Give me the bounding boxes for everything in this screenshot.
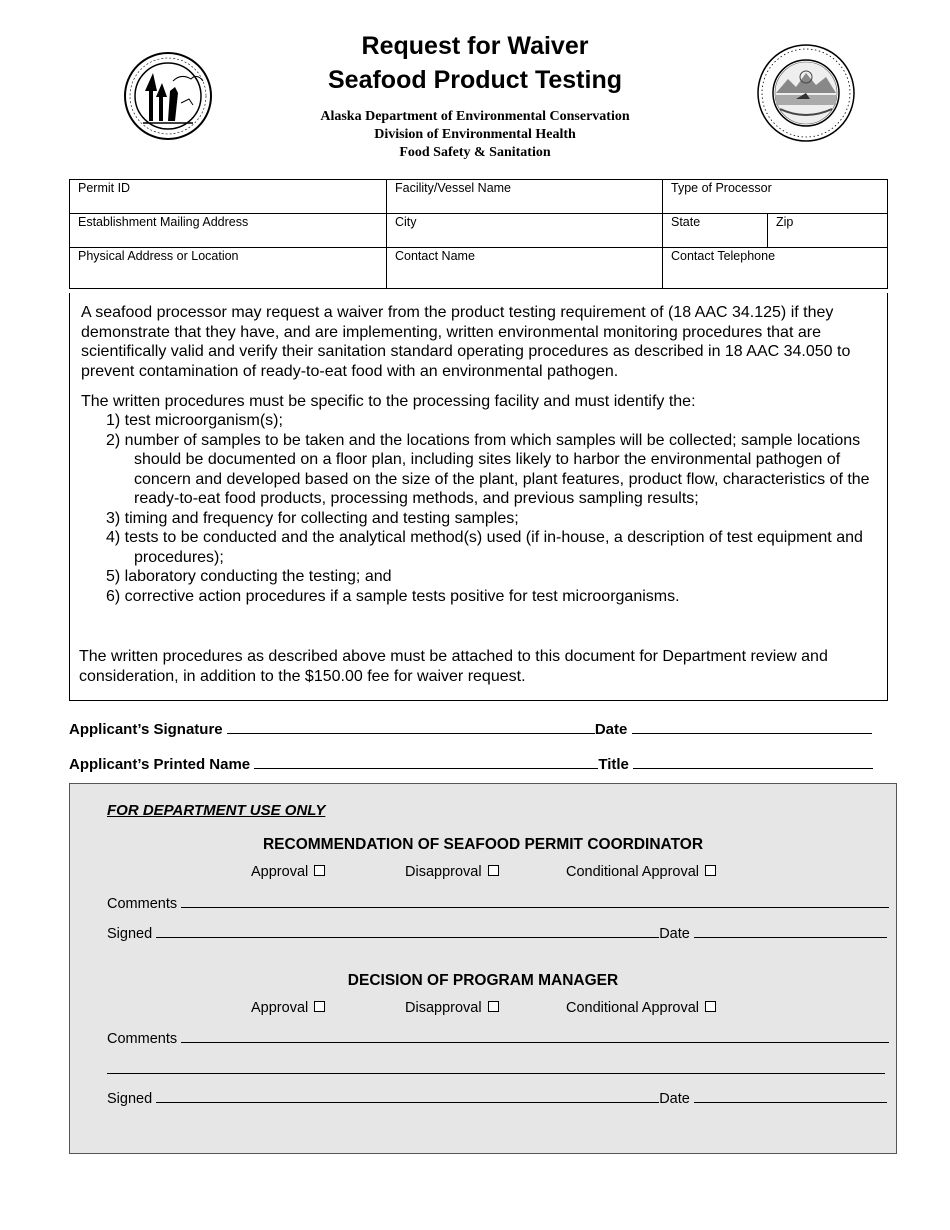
contact-phone-field[interactable] <box>663 248 888 289</box>
closing-paragraph: The written procedures as described above must be attached to this document for Department review and consideration, in addition to the $150.00 fee for waiver request. <box>79 648 828 685</box>
physical-address-label: Physical Address or Location <box>78 249 239 263</box>
date-line[interactable] <box>632 719 872 734</box>
state-label: State <box>671 215 701 229</box>
list-item: 4) tests to be conducted and the analytical method(s) used (if in-house, a description of test equipment and procedures); <box>106 529 863 566</box>
rec-signed-line[interactable] <box>156 924 659 938</box>
dec-disapproval-option[interactable] <box>405 1000 499 1016</box>
dec-comments-line[interactable] <box>181 1029 889 1043</box>
rec-comments-row <box>107 894 889 912</box>
printed-name-line[interactable] <box>254 754 598 769</box>
dec-comments-row <box>107 1029 889 1047</box>
date-label: Date <box>659 1091 690 1107</box>
recommendation-heading: RECOMMENDATION OF SEAFOOD PERMIT COORDINATOR <box>262 836 704 853</box>
list-item: 5) laboratory conducting the testing; and <box>106 568 392 585</box>
dec-comments-line-2[interactable] <box>107 1060 885 1074</box>
rec-signed-row <box>107 924 887 942</box>
permit-id-field[interactable] <box>70 180 387 214</box>
processor-type-label: Type of Processor <box>671 181 772 195</box>
rec-conditional-option[interactable] <box>566 864 716 880</box>
dec-date-line[interactable] <box>694 1089 887 1103</box>
comments-label: Comments <box>107 896 178 912</box>
rec-disapproval-option[interactable] <box>405 864 499 880</box>
date-label: Date <box>594 721 628 738</box>
city-field[interactable] <box>387 214 663 248</box>
form-title-line-2: Seafood Product Testing <box>328 66 622 94</box>
contact-phone-label: Contact Telephone <box>671 249 776 263</box>
department-use-heading: FOR DEPARTMENT USE ONLY <box>107 802 326 819</box>
dec-signed-row <box>107 1089 887 1107</box>
waiver-requirements-box <box>69 293 888 701</box>
agency-name: Alaska Department of Environmental Conservation <box>320 109 630 124</box>
facility-name-field[interactable] <box>387 180 663 214</box>
state-field[interactable] <box>663 214 768 248</box>
signature-label: Applicant’s Signature <box>69 721 223 738</box>
disapproval-label: Disapproval <box>405 864 482 880</box>
list-item: 1) test microorganism(s); <box>106 412 283 429</box>
physical-address-field[interactable] <box>70 248 387 289</box>
contact-name-field[interactable] <box>387 248 663 289</box>
disapproval-label: Disapproval <box>405 1000 482 1016</box>
dec-conditional-option[interactable] <box>566 1000 716 1016</box>
rec-conditional-checkbox[interactable] <box>705 865 716 876</box>
signed-label: Signed <box>107 926 153 942</box>
list-intro: The written procedures must be specific to the processing facility and must identify the: <box>81 393 696 410</box>
contact-name-label: Contact Name <box>395 249 475 263</box>
list-item: 2) number of samples to be taken and the locations from which samples will be collected; sample locations should be documented on a floor plan, including sites likely to harbor the environmental pathogen of concern and developed based on the size of the plant, plant features, product flow, characteristics of the ready-to-eat food products, processing methods, and previous sampling results; <box>106 431 870 507</box>
dec-approval-checkbox[interactable] <box>314 1001 325 1012</box>
rec-approval-checkbox[interactable] <box>314 865 325 876</box>
zip-field[interactable] <box>768 214 888 248</box>
processor-type-field[interactable] <box>663 180 888 214</box>
printed-name-label: Applicant’s Printed Name <box>69 756 251 773</box>
rec-approval-option[interactable] <box>251 864 325 880</box>
rec-date-line[interactable] <box>694 924 887 938</box>
list-item: 3) timing and frequency for collecting and testing samples; <box>106 509 519 527</box>
rec-disapproval-checkbox[interactable] <box>488 865 499 876</box>
list-item: 6) corrective action procedures if a sample tests positive for test microorganisms. <box>106 587 680 605</box>
facility-name-label: Facility/Vessel Name <box>395 181 512 195</box>
dec-approval-option[interactable] <box>251 1000 325 1016</box>
title-line[interactable] <box>633 754 873 769</box>
dec-disapproval-checkbox[interactable] <box>488 1001 499 1012</box>
requirements-list <box>106 411 876 606</box>
conditional-label: Conditional Approval <box>566 864 700 880</box>
intro-paragraph: A seafood processor may request a waiver from the product testing requirement of (18 AAC 34.125) if they demonstrate that they have, and are implementing, written environmental monitoring procedures that are scientifically valid and verify their sanitation standard operating procedures as described in 18 AAC 34.050 to prevent contamination of ready-to-eat food with an environmental pathogen. <box>81 304 851 380</box>
applicant-printed-name-row <box>69 754 889 773</box>
signed-label: Signed <box>107 1091 153 1107</box>
mailing-address-label: Establishment Mailing Address <box>78 215 249 229</box>
program-name: Food Safety & Sanitation <box>399 145 551 160</box>
mailing-address-field[interactable] <box>70 214 387 248</box>
comments-label: Comments <box>107 1031 178 1047</box>
decision-heading: DECISION OF PROGRAM MANAGER <box>347 972 619 989</box>
signature-line[interactable] <box>227 719 595 734</box>
city-label: City <box>395 215 417 229</box>
permit-id-label: Permit ID <box>78 181 131 195</box>
department-use-box <box>69 783 897 1154</box>
dec-conditional-checkbox[interactable] <box>705 1001 716 1012</box>
establishment-info-table <box>69 179 888 289</box>
zip-label: Zip <box>776 215 794 229</box>
division-name: Division of Environmental Health <box>374 127 576 142</box>
dec-signed-line[interactable] <box>156 1089 659 1103</box>
date-label: Date <box>659 926 690 942</box>
approval-label: Approval <box>251 864 309 880</box>
applicant-signature-row <box>69 719 889 738</box>
rec-comments-line[interactable] <box>181 894 889 908</box>
conditional-label: Conditional Approval <box>566 1000 700 1016</box>
form-title-line-1: Request for Waiver <box>361 32 589 60</box>
title-label: Title <box>598 756 629 773</box>
approval-label: Approval <box>251 1000 309 1016</box>
